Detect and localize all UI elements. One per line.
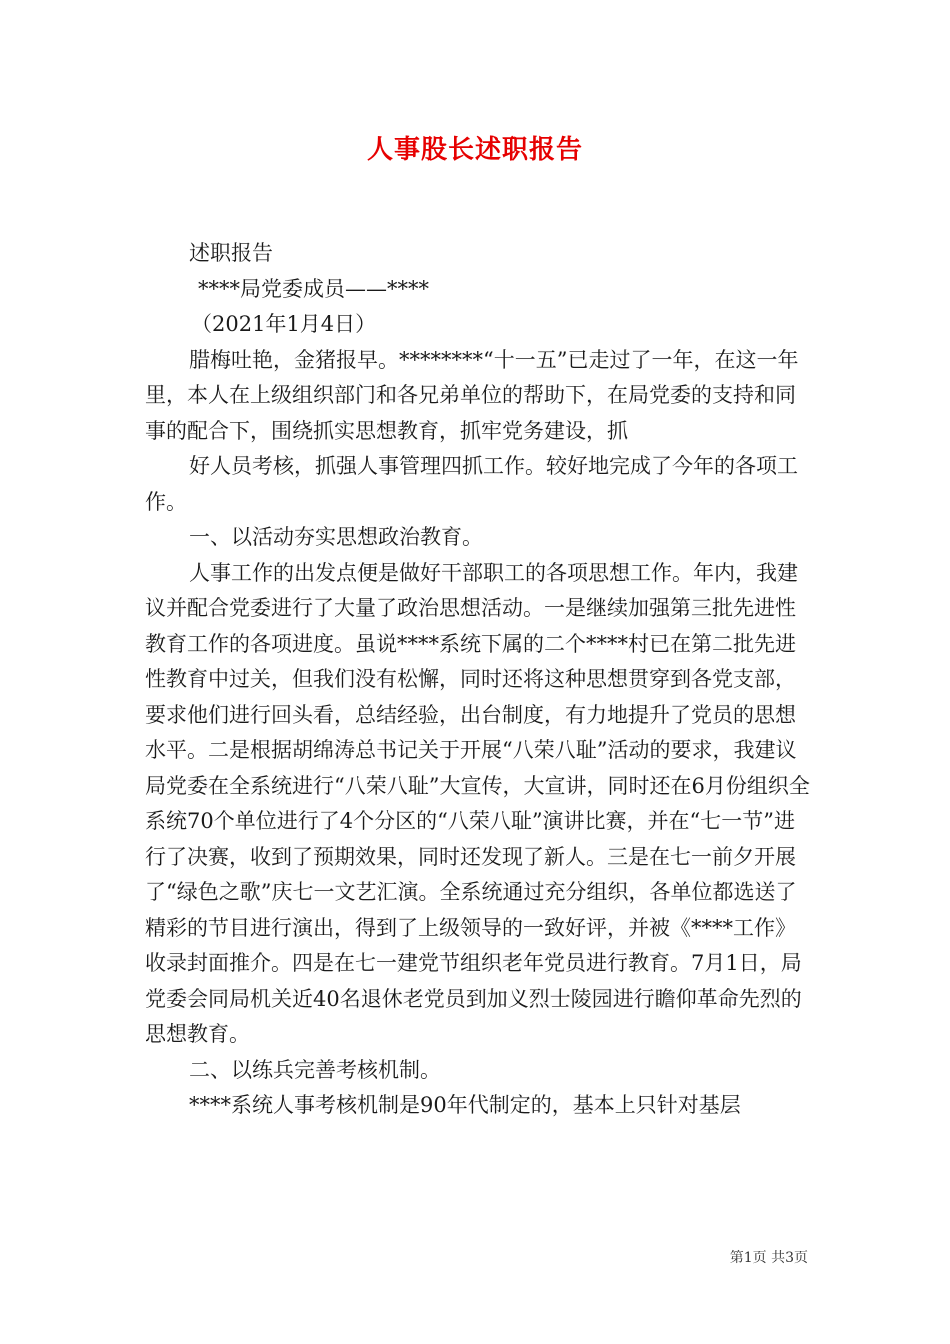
paragraph-section-1: 人事工作的出发点便是做好干部职工的各项思想工作。年内，我建议并配合党委进行了大量了政治思想活动。一是继续加强第三批先进性教育工作的各项进度。虽说****系统下属的二个****村已在第二批先进性教育中过关，但我们没有松懈，同时还将这种思想贯穿到各党支部，要求他们进行回头看，总结经验，出台制度，有力地提升了党员的思想水平。二是根据胡绵涛总书记关于开展“八荣八耻”活动的要求，我建议局党委在全系统进行“八荣八耻”大宣传，大宣讲，同时还在6月份组织全系统70个单位进行了4个分区的“八荣八耻”演讲比赛，并在“七一节”进行了决赛，收到了预期效果，同时还发现了新人。三是在七一前夕开展了“绿色之歌”庆七一文艺汇演。全系统通过充分组织，各单位都选送了精彩的节目进行演出，得到了上级领导的一致好评，并被《****工作》收录封面推介。四是在七一建党节组织老年党员进行教育。7月1日，局党委会同局机关近40名退休老党员到加义烈士陵园进行瞻仰革命先烈的思想教育。 [145,560,810,1046]
section-heading-2: 二、以练兵完善考核机制。 [189,1057,441,1082]
section-heading-1: 一、以活动夯实思想政治教育。 [189,525,483,549]
document-title: 人事股长述职报告 [366,135,583,165]
paragraph-date-line: （2021年1月4日） [191,312,377,336]
paragraph-heading-label: 述职报告 [189,241,273,265]
paragraph-opening-continued: 好人员考核，抓强人事管理四抓工作。较好地完成了今年的各项工作。 [145,454,798,514]
page-number-footer: 第1页 共3页 [729,1250,808,1266]
paragraph-author-line: ****局党委成员——**** [198,276,429,301]
paragraph-section-2: ****系统人事考核机制是90年代制定的，基本上只针对基层 [189,1093,741,1117]
document-body [145,236,813,1124]
paragraph-opening: 腊梅吐艳，金猪报早。********“十一五”已走过了一年，在这一年里，本人在上级组织部门和各兄弟单位的帮助下，在局党委的支持和同事的配合下，围绕抓实思想教育，抓牢党务建设，抓 [145,347,799,443]
